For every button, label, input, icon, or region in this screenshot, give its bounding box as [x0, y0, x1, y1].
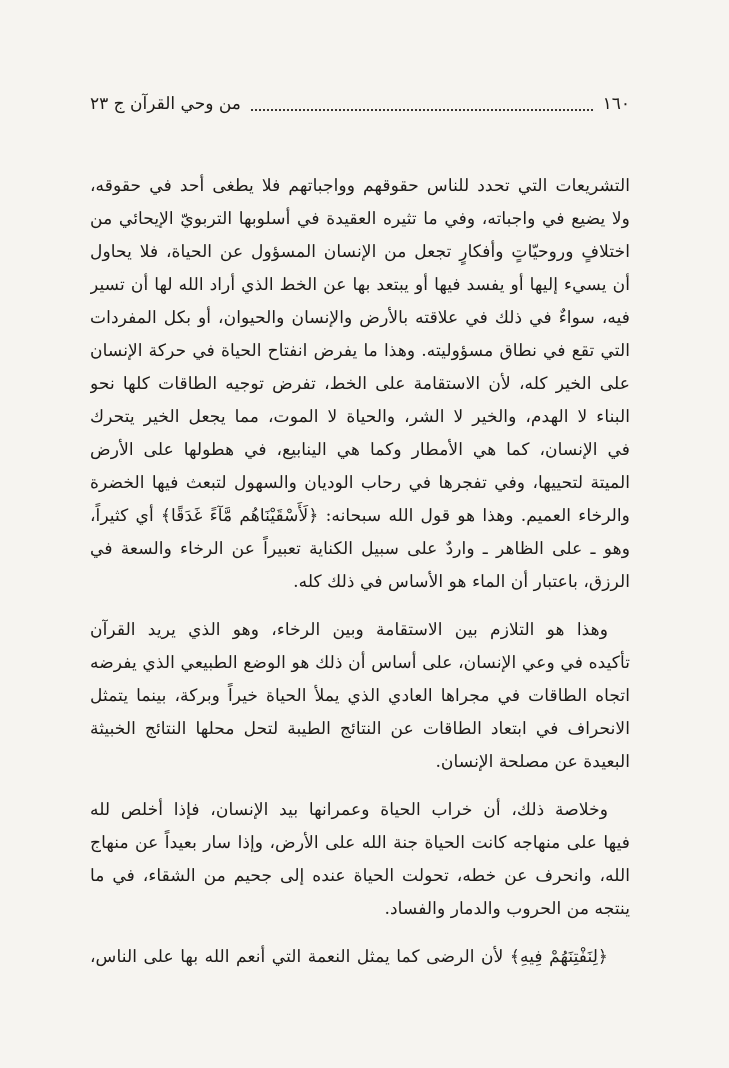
text-line: تأكيده في وعي الإنسان، على أساس أن ذلك هو الوضع الطبيعي الذي يفرضه [90, 653, 630, 673]
text-line: وهذا هو التلازم بين الاستقامة وبين الرخاء، وهو الذي يريد القرآن [90, 620, 608, 640]
text-line: التي تقع في نطاق مسؤوليته. وهذا ما يفرض انفتاح الحياة في حركة الإنسان [90, 341, 630, 361]
text-line: البعيدة عن مصلحة الإنسان. [435, 752, 630, 772]
text-line: اتجاه الطاقات في مجراها العادي الذي يملأ الحياة خيراً وبركة، بينما يتمثل [90, 686, 630, 706]
text-line: فيها على منهاجه كانت الحياة جنة الله على الأرض، وإذا سار بعيداً عن منهاج [90, 833, 630, 853]
text-line: البناء لا الهدم، والخير لا الشر، والحياة لا الموت، مما يجعل الخير يتحرك [90, 407, 630, 427]
text-line: والرخاء العميم. وهذا هو قول الله سبحانه: ﴿لَأَسْقَيْنَاهُم مَّآءً غَدَقًا﴾ أي كثيراً، [90, 506, 630, 526]
paragraph-gap [90, 599, 630, 614]
paragraph-1 [90, 170, 630, 599]
book-title: من وحي القرآن ج ٢٣ [90, 94, 241, 114]
paragraph-4 [90, 941, 630, 974]
running-header [90, 88, 630, 120]
text-line: ﴿لِنَفْتِنَهُمْ فِيهِ﴾ لأن الرضى كما يمثل النعمة التي أنعم الله بها على الناس، [90, 947, 608, 967]
text-line: التشريعات التي تحدد للناس حقوقهم وواجباتهم فلا يطغى أحد في حقوقه، [90, 176, 630, 196]
paragraph-gap [90, 779, 630, 794]
text-line: وهو ـ على الظاهر ـ واردٌ على سبيل الكناية تعبيراً عن الرخاء والسعة في [90, 539, 630, 559]
text-line: على الخير كله، لأن الاستقامة على الخط، تفرض توجيه الطاقات كلها نحو [90, 374, 630, 394]
text-line: الميتة لتحييها، وفي تفجرها في رحاب الوديان والسهول لتبعث فيها الخضرة [90, 473, 630, 493]
body-text [90, 170, 630, 974]
text-line: وخلاصة ذلك، أن خراب الحياة وعمرانها بيد الإنسان، فإذا أخلص لله [90, 800, 608, 820]
text-line: ولا يضيع في واجباته، وفي ما تثيره العقيدة في أسلوبها التربويّ الإيحائي من [90, 209, 630, 229]
text-line: ينتجه من الحروب والدمار والفساد. [384, 899, 630, 919]
paragraph-3 [90, 794, 630, 926]
text-line: الرزق، باعتبار أن الماء هو الأساس في ذلك كله. [293, 572, 630, 592]
text-line: أن يسيء إليها أو يفسد فيها أو يبتعد بها عن الخط الذي أراد الله لها أن تسير [90, 275, 630, 295]
text-line: فيه، سواءٌ في ذلك في علاقته بالأرض والإنسان والحيوان، أو بكل المفردات [90, 308, 630, 328]
text-line: اختلافٍ وروحيّاتٍ وأفكارٍ تجعل من الإنسان المسؤول عن الحياة، فلا يحاول [90, 242, 630, 262]
page-number: ١٦٠ [602, 94, 630, 114]
paragraph-2 [90, 614, 630, 779]
text-line: في الإنسان، كما هي الأمطار وكما هي الينابيع، في هطولها على الأرض [90, 440, 630, 460]
text-line: الانحراف في ابتعاد الطاقات عن النتائج الطيبة لتحل محلها النتائج الخبيثة [90, 719, 630, 739]
dot-leader [251, 107, 593, 111]
text-line: الله، وانحرف عن خطه، تحولت الحياة عنده إلى جحيم من الشقاء، في ما [90, 866, 630, 886]
paragraph-gap [90, 926, 630, 941]
